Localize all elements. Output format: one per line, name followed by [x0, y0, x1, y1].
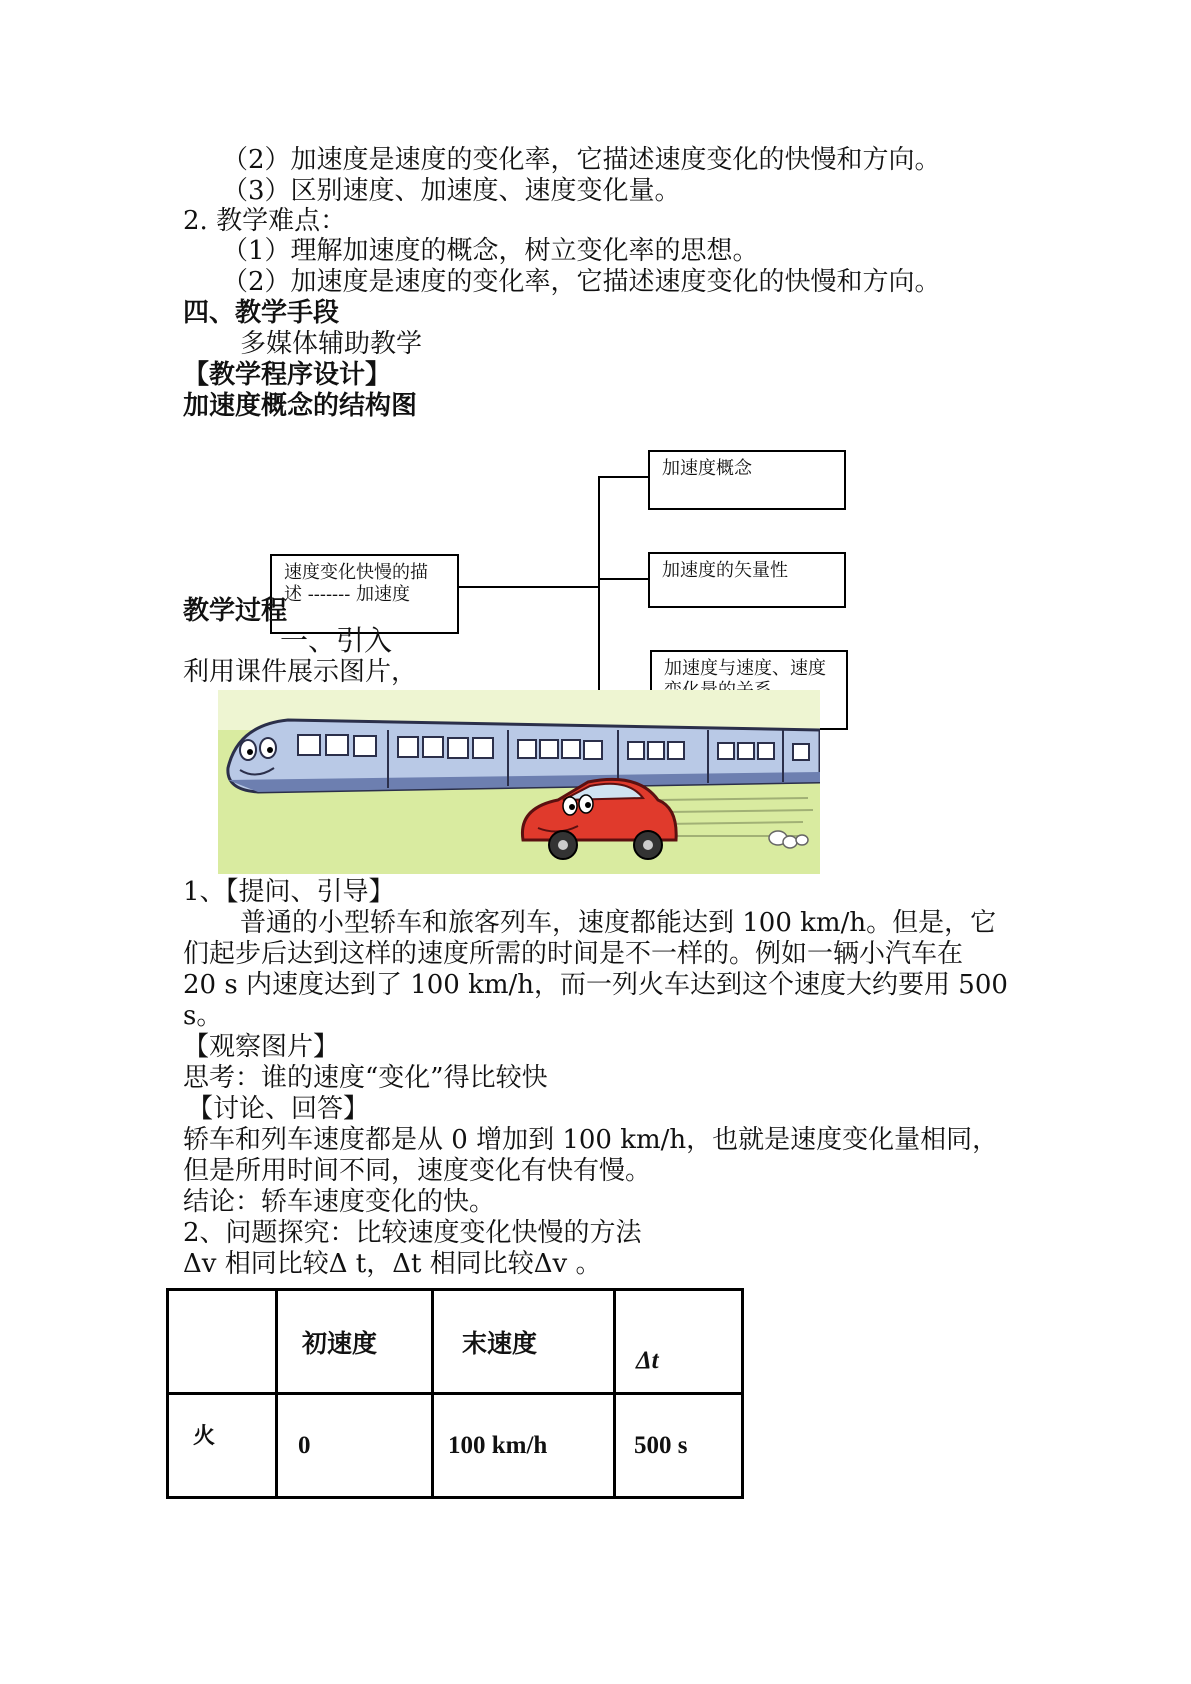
discuss-heading: 【讨论、回答】	[187, 1094, 370, 1124]
difficulty-2: （2）加速度是速度的变化率，它描述速度变化的快慢和方向。	[222, 267, 941, 297]
vector-box: 加速度的矢量性	[648, 552, 846, 608]
objective-3: （3）区别速度、加速度、速度变化量。	[222, 176, 681, 206]
think-line: 思考：谁的速度“变化”得比较快	[183, 1063, 548, 1093]
paragraph-line: 20 s 内速度达到了 100 km/h，而一列火车达到这个速度大约要用 500	[183, 970, 1008, 1000]
answer-line: 但是所用时间不同，速度变化有快有慢。	[183, 1156, 652, 1186]
program-design-heading: 【教学程序设计】	[183, 360, 392, 390]
difficulty-1: （1）理解加速度的概念，树立变化率的思想。	[222, 236, 759, 266]
table-header-cell: 初速度	[277, 1290, 433, 1394]
table-cell: 火	[168, 1394, 277, 1498]
train-car-illustration	[218, 690, 820, 874]
paragraph-line: 普通的小型轿车和旅客列车，速度都能达到 100 km/h。但是，它	[240, 908, 997, 938]
root-box: 速度变化快慢的描述 ------- 加速度	[270, 554, 459, 634]
objective-2: （2）加速度是速度的变化率，它描述速度变化的快慢和方向。	[222, 145, 941, 175]
connector	[598, 476, 648, 478]
connector	[598, 578, 648, 580]
table-cell: 0	[277, 1394, 433, 1498]
connector	[458, 586, 598, 588]
inquiry-heading: 2、问题探究：比较速度变化快慢的方法	[183, 1218, 642, 1248]
difficulty-heading: 2. 教学难点：	[183, 206, 347, 236]
comparison-method: Δv 相同比较Δ t，Δt 相同比较Δv 。	[183, 1249, 602, 1279]
intro-text: 利用课件展示图片，	[183, 657, 418, 687]
answer-line: 轿车和列车速度都是从 0 增加到 100 km/h，也就是速度变化量相同，	[183, 1125, 999, 1155]
diagram-title: 加速度概念的结构图	[183, 391, 418, 421]
paragraph-line: s。	[183, 1001, 223, 1031]
intro-subheading: 一、引入	[280, 624, 393, 657]
teaching-process-heading: 教学过程	[183, 596, 288, 626]
speed-table	[166, 1288, 744, 1499]
table-row	[168, 1394, 743, 1498]
section-heading-means: 四、教学手段	[183, 298, 340, 328]
question-heading: 1、【提问、引导】	[183, 877, 395, 907]
paragraph-line: 们起步后达到这样的速度所需的时间是不一样的。例如一辆小汽车在	[183, 939, 964, 969]
means-text: 多媒体辅助教学	[240, 329, 423, 359]
table-header-cell: Δt	[615, 1290, 743, 1394]
relation-box: 加速度与速度、速度	[650, 650, 848, 730]
table-cell: 100 km/h	[433, 1394, 615, 1498]
table-header-cell: 末速度	[433, 1290, 615, 1394]
table-cell: 500 s	[615, 1394, 743, 1498]
conclusion-line: 结论：轿车速度变化的快。	[183, 1187, 496, 1217]
table-header-cell	[168, 1290, 277, 1394]
connector	[598, 476, 600, 692]
observe-heading: 【观察图片】	[183, 1032, 340, 1062]
concept-box: 加速度概念	[648, 450, 846, 510]
